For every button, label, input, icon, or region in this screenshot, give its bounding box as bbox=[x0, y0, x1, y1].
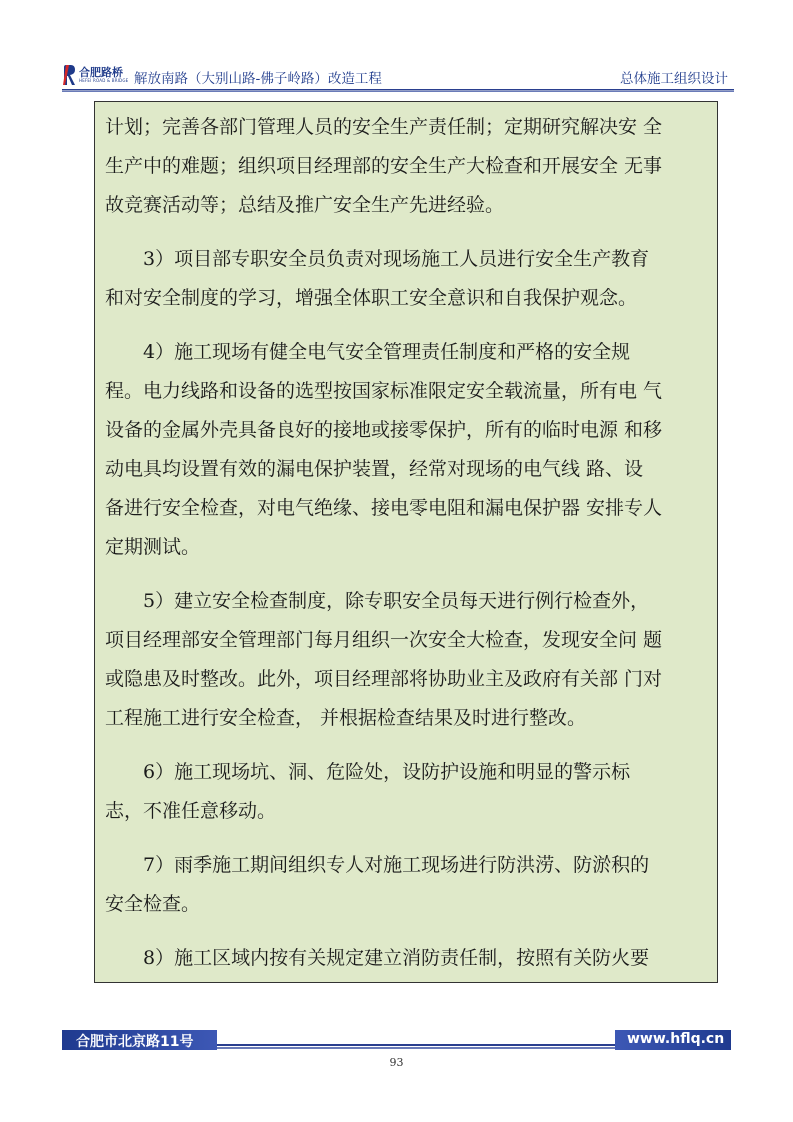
document-type: 总体施工组织设计 bbox=[620, 71, 728, 87]
header-rule bbox=[62, 89, 734, 92]
text-line: 6）施工现场坑、洞、危险处，设防护设施和明显的警示标 bbox=[143, 761, 631, 783]
paragraph-item-6 bbox=[105, 753, 707, 831]
footer-website-bar bbox=[615, 1030, 731, 1050]
text-line: 备进行安全检查，对电气绝缘、接电零电阻和漏电保护器 安排专人 bbox=[105, 497, 663, 519]
text-line: 7）雨季施工期间组织专人对施工现场进行防洪涝、防淤积的 bbox=[143, 854, 650, 876]
paragraph-item-4 bbox=[105, 333, 707, 567]
page-number: 93 bbox=[389, 1056, 404, 1069]
text-line: 3）项目部专职安全员负责对现场施工人员进行安全生产教育 bbox=[143, 248, 650, 270]
text-line: 5）建立安全检查制度，除专职安全员每天进行例行检查外， bbox=[143, 590, 650, 612]
paragraph-item-3 bbox=[105, 240, 707, 318]
company-logo bbox=[62, 64, 128, 86]
paragraph-item-5 bbox=[105, 582, 707, 738]
text-line: 8）施工区域内按有关规定建立消防责任制，按照有关防火要 bbox=[143, 947, 650, 969]
text-line: 和对安全制度的学习，增强全体职工安全意识和自我保护观念。 bbox=[105, 287, 638, 309]
text-line: 设备的金属外壳具备良好的接地或接零保护，所有的临时电源 和移 bbox=[105, 419, 663, 441]
text-line: 或隐患及时整改。此外，项目经理部将协助业主及政府有关部 门对 bbox=[105, 668, 663, 690]
paragraph-continuation bbox=[105, 108, 707, 225]
footer-rule bbox=[217, 1044, 615, 1049]
text-line: 故竞赛活动等；总结及推广安全生产先进经验。 bbox=[105, 194, 505, 216]
text-line: 生产中的难题；组织项目经理部的安全生产大检查和开展安全 无事 bbox=[105, 155, 663, 177]
text-line: 安全检查。 bbox=[105, 893, 201, 915]
text-line: 工程施工进行安全检查， 并根据检查结果及时进行整改。 bbox=[105, 707, 587, 729]
text-line: 定期测试。 bbox=[105, 536, 201, 558]
text-line: 动电具均设置有效的漏电保护装置，经常对现场的电气线 路、设 bbox=[105, 458, 644, 480]
content-frame bbox=[94, 101, 718, 983]
logo-mark-icon bbox=[62, 64, 76, 86]
page-header bbox=[62, 62, 732, 90]
footer-address: 合肥市北京路11号 bbox=[76, 1034, 194, 1050]
paragraph-item-8 bbox=[105, 939, 707, 978]
text-line: 程。电力线路和设备的选型按国家标准限定安全载流量，所有电 气 bbox=[105, 380, 663, 402]
project-title: 解放南路（大别山路-佛子岭路）改造工程 bbox=[134, 71, 382, 87]
logo-english-text: HEFEI ROAD & BRIDGE bbox=[79, 78, 129, 83]
paragraph-item-7 bbox=[105, 846, 707, 924]
logo-chinese-text: 合肥路桥 bbox=[79, 66, 123, 79]
text-line: 4）施工现场有健全电气安全管理责任制度和严格的安全规 bbox=[143, 341, 631, 363]
text-line: 计划；完善各部门管理人员的安全生产责任制；定期研究解决安 全 bbox=[105, 116, 663, 138]
text-line: 项目经理部安全管理部门每月组织一次安全大检查，发现安全问 题 bbox=[105, 629, 663, 651]
footer-website: www.hflq.cn bbox=[627, 1031, 725, 1047]
footer-address-bar bbox=[62, 1030, 217, 1050]
text-line: 志，不准任意移动。 bbox=[105, 800, 277, 822]
